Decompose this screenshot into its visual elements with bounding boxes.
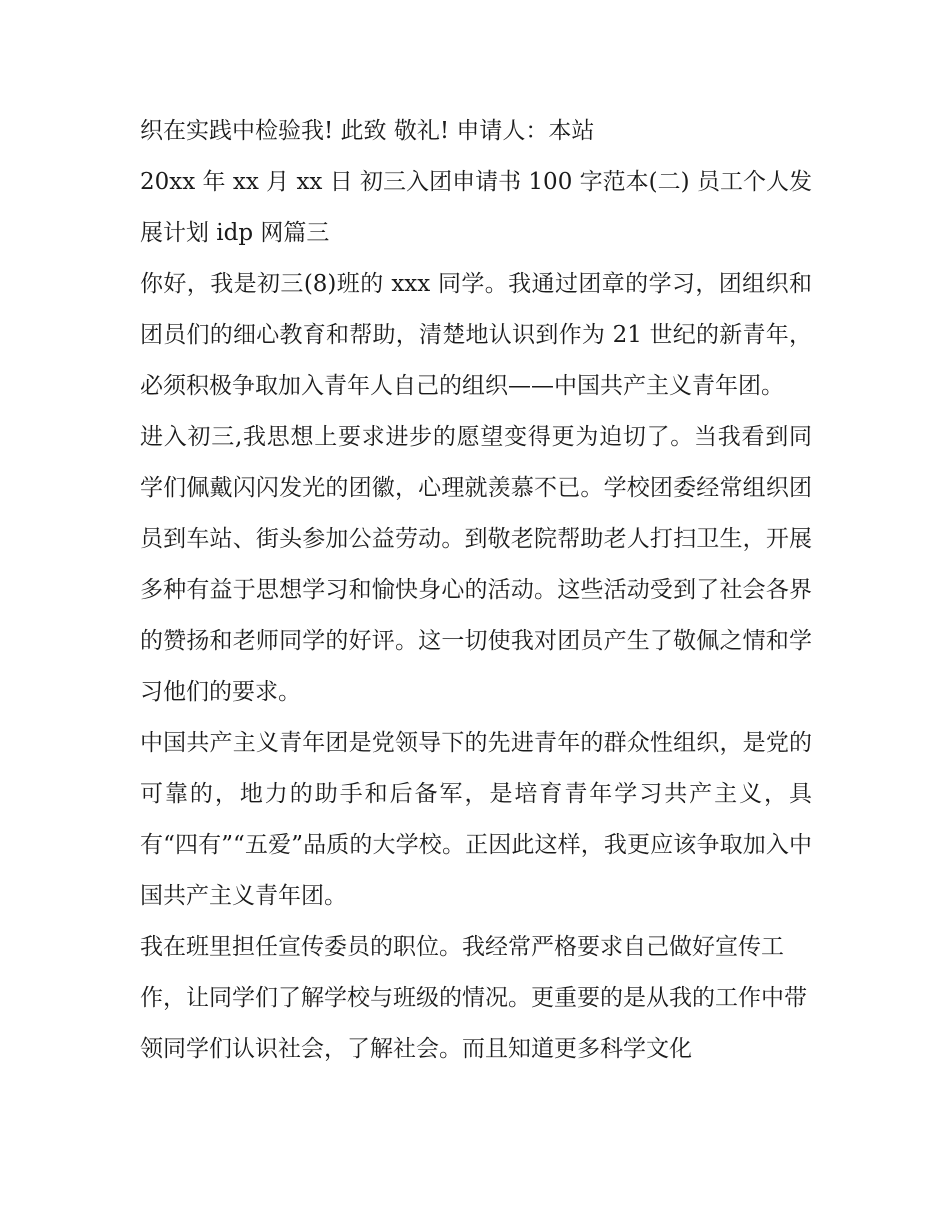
document-body	[140, 106, 812, 1075]
paragraph-heading: 20xx 年 xx 月 xx 日 初三入团申请书 100 字范本(二) 员工个人发展计划 idp 网篇三	[140, 169, 812, 246]
paragraph-propaganda-role: 我在班里担任宣传委员的职位。我经常严格要求自己做好宣传工作，让同学们了解学校与班级的情况。更重要的是从我的工作中带领同学们认识社会，了解社会。而且知道更多科学文化	[140, 934, 807, 1062]
paragraph-league-description: 中国共产主义青年团是党领导下的先进青年的群众性组织，是党的可靠的，地力的助手和后备军，是培育青年学习共产主义，具有“四有”“五爱”品质的大学校。正因此这样，我更应该争取加入中国共产主义青年团。	[140, 730, 812, 909]
paragraph-greeting: 你好，我是初三(8)班的 xxx 同学。我通过团章的学习，团组织和团员们的细心教育和帮助，清楚地认识到作为 21 世纪的新青年，必须积极争取加入青年人自己的组织——中国共产主义青年团。	[140, 271, 812, 399]
paragraph-grade-three: 进入初三,我思想上要求进步的愿望变得更为迫切了。当我看到同学们佩戴闪闪发光的团徽，心理就羡慕不已。学校团委经常组织团员到车站、街头参加公益劳动。到敬老院帮助老人打扫卫生，开展多种有益于思想学习和愉快身心的活动。这些活动受到了社会各界的赞扬和老师同学的好评。这一切使我对团员产生了敬佩之情和学习他们的要求。	[140, 424, 812, 705]
paragraph-closing: 织在实践中检验我! 此致 敬礼! 申请人：本站	[140, 118, 595, 144]
